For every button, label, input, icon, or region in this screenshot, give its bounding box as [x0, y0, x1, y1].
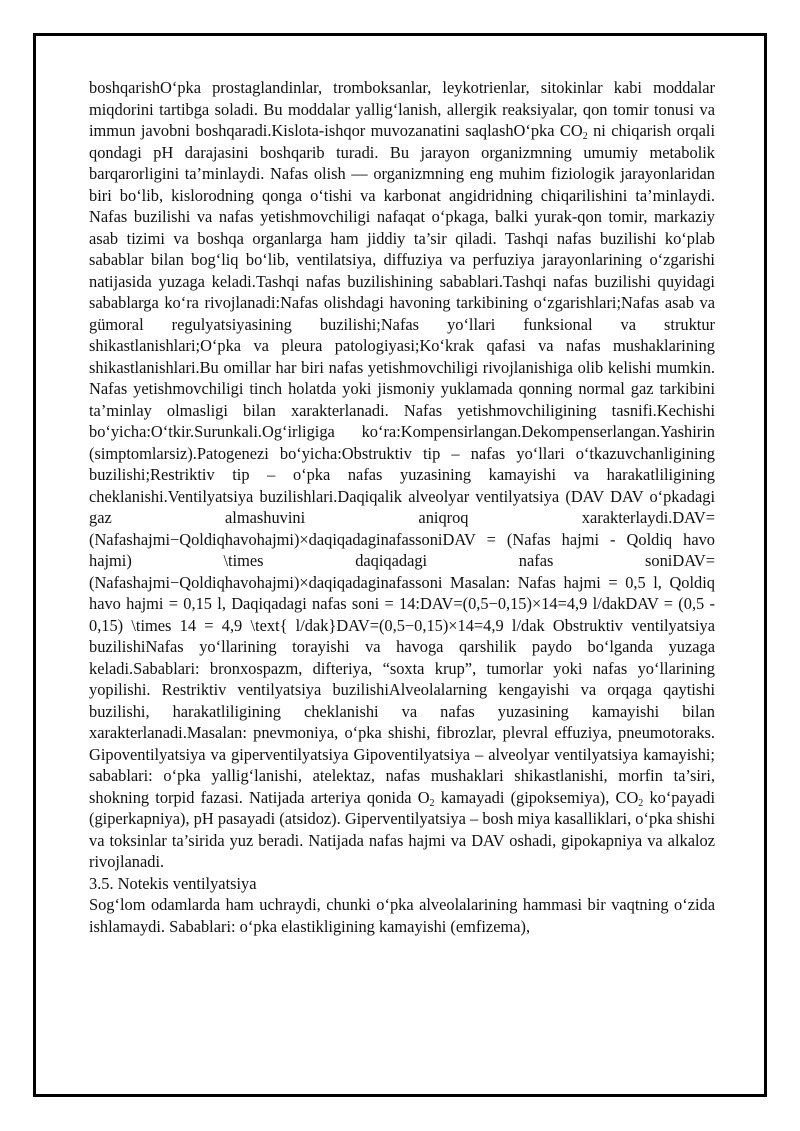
subscript: 2	[638, 797, 644, 809]
document-body	[89, 77, 715, 937]
body-paragraph	[89, 77, 715, 873]
subscript: 2	[429, 797, 435, 809]
section-heading: 3.5. Notekis ventilyatsiya	[89, 873, 257, 893]
body-paragraph: Sog‘lom odamlarda ham uchraydi, chunki o‘pka alveolalarining hammasi bir vaqtning o‘zida ishlamaydi. Sabablari: o‘pka elastikligining kamayishi (emfizema),	[89, 895, 715, 936]
text-run: boshqarishO‘pka prostaglandinlar, tromboksanlar, leykotrienlar, sitokinlar kabi moddalar miqdorini tartibga soladi. Bu moddalar yallig‘lanish, allergik reaksiyalar, qon tomir tonusi va immun javobni boshqaradi.Kislota-ishqor muvozanatini saqlashO‘pka CO	[89, 78, 715, 140]
text-run: kamayadi (gipoksemiya), CO	[434, 787, 639, 807]
text-run: ni chiqarish orqali qondagi pH darajasini boshqarib turadi. Bu jarayon organizmning umumiy metabolik barqarorligini ta’minlaydi. Nafas olish — organizmning eng muhim fiziologik jarayonlaridan biri bo‘lib, kislorodning qonga o‘tishi va karbonat angidridning chiqarilishini ta’minlaydi. Nafas buzilishi va nafas yetishmovchiligi nafaqat o‘pkaga, balki yurak-qon tomir, markaziy asab tizimi va boshqa organlarga ham jiddiy ta’sir qiladi. Tashqi nafas buzilishi ko‘plab sabablar bilan bog‘liq bo‘lib, ventilatsiya, diffuziya va perfuziya jarayonlarining o‘zgarishi natijasida yuzaga keladi.Tashqi nafas buzilishining sabablari.Tashqi nafas buzilishi quyidagi sabablarga ko‘ra rivojlanadi:Nafas olishdagi havoning tarkibining o‘zgarishlari;Nafas asab va gümoral regulyatsiyasining buzilishi;Nafas yo‘llari funksional va struktur shikastlanishlari;O‘pka va pleura patologiyasi;Ko‘krak qafasi va nafas mushaklarining shikastlanishlari.Bu omillar har biri nafas yetishmovchiligi rivojlanishiga olib kelishi mumkin. Nafas yetishmovchiligi tinch holatda yoki jismoniy yuklamada qonning normal gaz tarkibini ta’minlay olmasligi bilan xarakterlanadi. Nafas yetishmovchiligining tasnifi.Kechishi bo‘yicha:O‘tkir.Surunkali.Og‘irligiga ko‘ra:Kompensirlangan.Dekompenserlangan.Yashirin (simptomlarsiz).Patogenezi bo‘yicha:Obstruktiv tip – nafas yo‘llari o‘tkazuvchanligining buzilishi;Restriktiv tip – o‘pka nafas yuzasining kamayishi va harakatliligining cheklanishi.Ventilyatsiya buzilishlari.Daqiqalik alveolyar ventilyatsiya (DAV DAV o‘pkadagi gaz almashuvini aniqroq xarakterlaydi.DAV=(Nafashajmi−Qoldiqhavohajmi)×daqiqadaginafassoniDAV = (Nafas hajmi - Qoldiq havo hajmi) \times daqiqadagi nafas soniDAV=(Nafashajmi−Qoldiqhavohajmi)×daqiqadaginafassoni Masalan: Nafas hajmi = 0,5 l, Qoldiq havo hajmi = 0,15 l, Daqiqadagi nafas soni = 14:DAV=(0,5−0,15)×14=4,9 l/dakDAV = (0,5 - 0,15) \times 14 = 4,9 \text{ l/dak}DAV=(0,5−0,15)×14=4,9 l/dak Obstruktiv ventilyatsiya buzilishiNafas yo‘llarining torayishi va havoga qarshilik paydo bo‘lganda yuzaga keladi.Sabablari: bronxospazm, difteriya, “soxta krup”, tumorlar yoki nafas yo‘llarining yopilishi. Restriktiv ventilyatsiya buzilishiAlveolalarning kengayishi va orqaga qaytishi buzilishi, harakatliligining cheklanishi va nafas yuzasining kamayishi bilan xarakterlanadi.Masalan: pnevmoniya, o‘pka shishi, fibrozlar, plevral effuziya, pneumotoraks. Gipoventilyatsiya va giperventilyatsiya Gipoventilyatsiya – alveolyar ventilyatsiya kamayishi; sabablari: o‘pka yallig‘lanishi, atelektaz, nafas mushaklari shikastlanishi, morfin ta’siri, shokning torpid fazasi. Natijada arteriya qonida O	[89, 121, 715, 807]
subscript: 2	[582, 131, 588, 142]
text-run: ko‘payadi (giperkapniya), pH pasayadi (atsidoz). Giperventilyatsiya – bosh miya kasalliklari, o‘pka shishi va toksinlar ta’sirida yuz beradi. Natijada nafas hajmi va DAV oshadi, gipokapniya va alkaloz rivojlanadi.	[89, 787, 715, 871]
